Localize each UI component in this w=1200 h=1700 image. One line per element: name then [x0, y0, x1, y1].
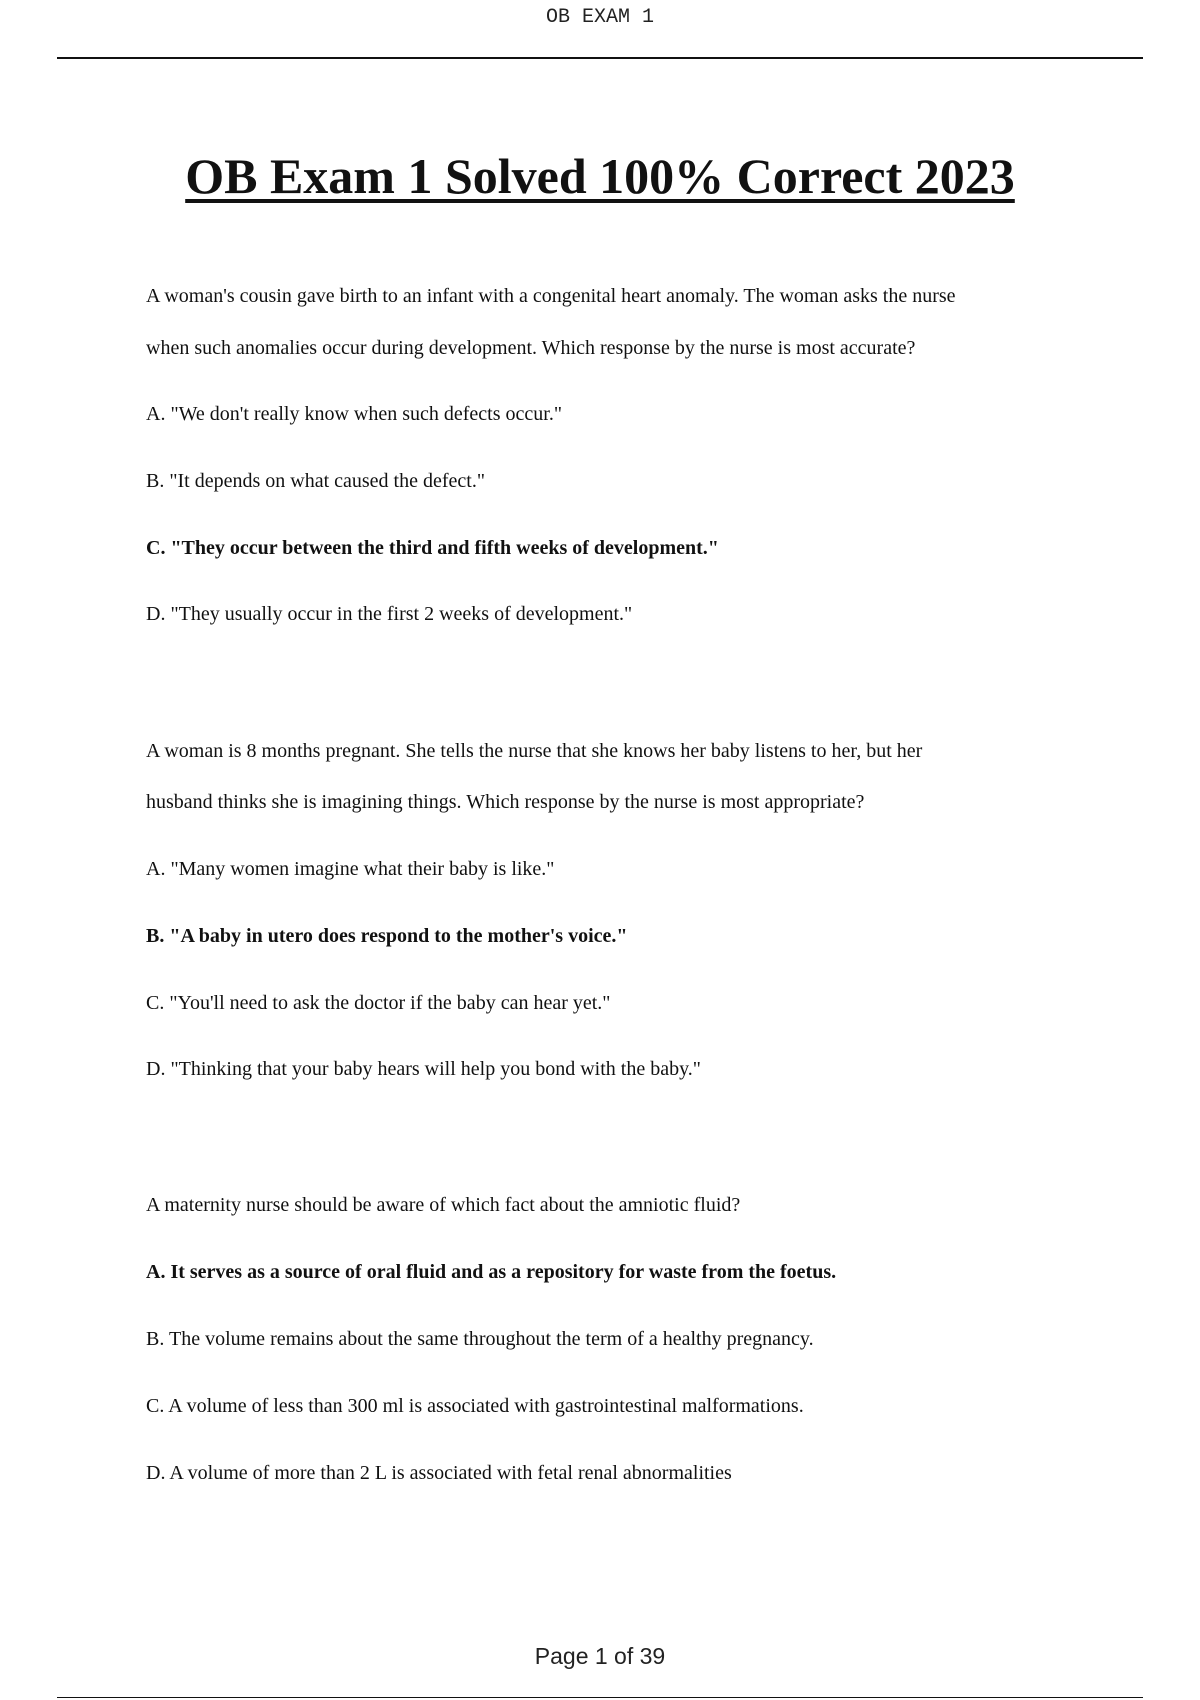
question-2-option-d: D. "Thinking that your baby hears will help you bond with the baby." [146, 1058, 701, 1080]
question-2-stem-line-2: husband thinks she is imagining things. Which response by the nurse is most appropriate? [146, 791, 865, 813]
question-1-stem-line-2: when such anomalies occur during development. Which response by the nurse is most accurate? [146, 337, 916, 359]
document-title-text: OB Exam 1 Solved 100% Correct 2023 [185, 148, 1015, 204]
page-number: Page 1 of 39 [534, 1643, 666, 1669]
document-title [0, 146, 1200, 206]
header-divider [57, 57, 1143, 59]
question-3-option-a-correct: A. It serves as a source of oral fluid and as a repository for waste from the foetus. [146, 1261, 837, 1283]
question-1-option-b: B. "It depends on what caused the defect." [146, 470, 485, 492]
question-1-option-c-correct: C. "They occur between the third and fifth weeks of development." [146, 537, 719, 559]
question-1-option-a: A. "We don't really know when such defects occur." [146, 403, 562, 425]
question-2-option-b-correct: B. "A baby in utero does respond to the mother's voice." [146, 925, 628, 947]
question-2-stem-line-1: A woman is 8 months pregnant. She tells the nurse that she knows her baby listens to her, but her [146, 740, 923, 762]
question-3-option-c: C. A volume of less than 300 ml is associated with gastrointestinal malformations. [146, 1395, 804, 1417]
question-2-option-a: A. "Many women imagine what their baby is like." [146, 858, 555, 880]
question-3-option-b: B. The volume remains about the same throughout the term of a healthy pregnancy. [146, 1328, 814, 1350]
footer-divider [57, 1697, 1143, 1698]
running-header: OB EXAM 1 [545, 6, 655, 29]
question-3-stem-line-1: A maternity nurse should be aware of which fact about the amniotic fluid? [146, 1194, 741, 1216]
question-2-option-c: C. "You'll need to ask the doctor if the baby can hear yet." [146, 992, 611, 1014]
question-3-option-d: D. A volume of more than 2 L is associated with fetal renal abnormalities [146, 1462, 732, 1484]
question-1-option-d: D. "They usually occur in the first 2 weeks of development." [146, 603, 633, 625]
question-1-stem-line-1: A woman's cousin gave birth to an infant with a congenital heart anomaly. The woman asks the nurse [146, 285, 956, 307]
